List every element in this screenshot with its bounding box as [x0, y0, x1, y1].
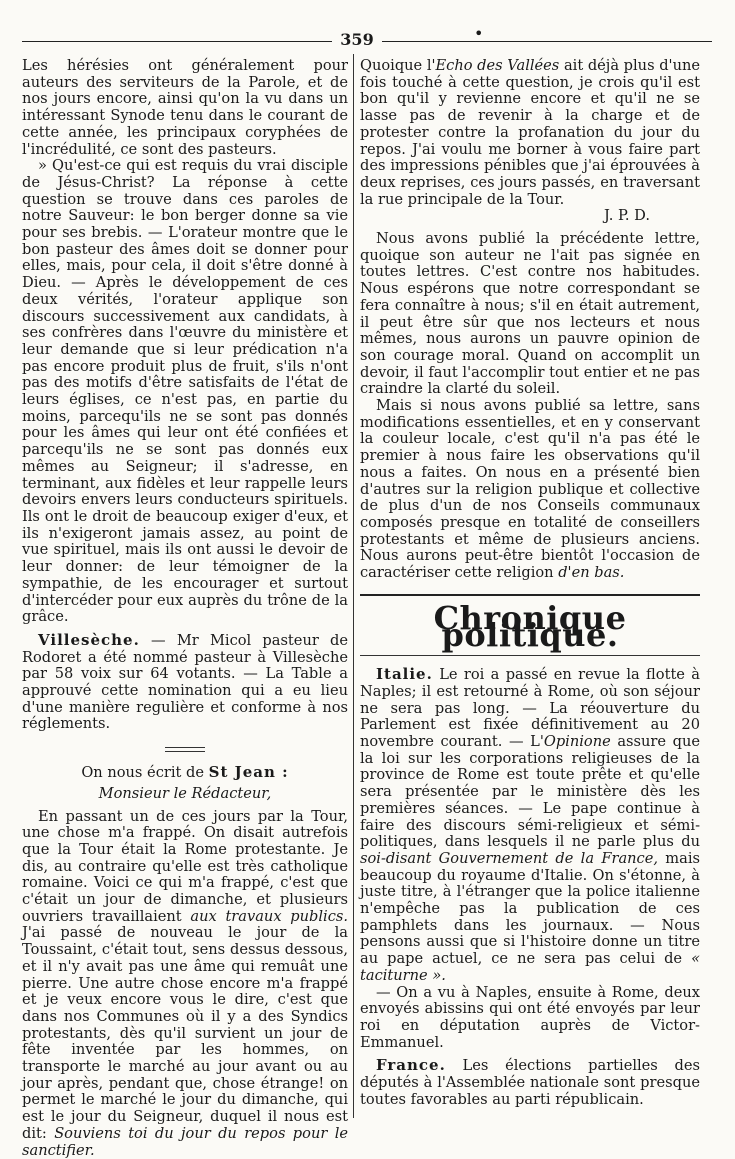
letter-body-a: En passant un de ces jours par la Tour, une chose m'a frappé. On disait autrefois que la Tour était la Rome protestante. Je dis, au contraire qu'elle est très catholique romaine. Voici ce qui m'a frappé, c'est que c'était un jour de dimanche, et plusieurs ouvriers travaillaient — [22, 807, 348, 925]
france-text: Les élections partielles des députés à l'Assemblée nationale sont presque toutes favorables au parti républicain. — [360, 1057, 700, 1108]
letter-cont-rest: ait déjà plus d'une fois touché à cette question, je crois qu'il est bon qu'il y revienne encore et qu'il ne se lasse pas de revenir à la charge et de protester contre la profanation du jour du repos. J'ai voulu me borner à vous faire part des impressions pénibles que j'ai éprouvées à deux reprises, ces jours passés, en traversant la rue principale de la Tour. — [360, 57, 701, 208]
place-italie: Italie. — [376, 665, 433, 684]
letter-intro-prefix: On nous écrit de — [81, 764, 204, 782]
italie-text-a: Le roi a passé en revue la flotte à Naples; il est retourné à Rome, où son séjour ne sera pas long. — La réouverture du Parlement est fixée définitivement au 20 novembre courant. — L' — [360, 666, 700, 751]
paragraph-villeseche — [22, 632, 348, 733]
paragraph-italie — [360, 666, 700, 984]
column-divider — [353, 54, 354, 1118]
italie-emphasis-opinione: Opinione — [543, 733, 611, 751]
letter-body-a-emphasis: aux travaux publics. — [190, 907, 348, 925]
header-mark: • — [474, 24, 484, 43]
villeseche-text: — Mr Micol pasteur de Rodoret a été nommé pasteur à Villesèche par 58 voix sur 64 votants. — La Table a approuvé cette nomination qui a eu lieu d'une manière regulière et conforme à nos réglements. — [22, 631, 348, 733]
editor-note-2 — [360, 398, 700, 582]
letter-continuation — [360, 58, 700, 208]
letter-cont-prefix: Quoique l' — [360, 57, 436, 74]
place-france: France. — [376, 1056, 446, 1075]
italie-text-b: assure que la loi sur les corporations religieuses de la province de Rome est toute prête et qu'elle sera présentée par le ministère dès les premières séances. — Le pape continue à faire des discours sémi-religieux et sémi-politiques, dans lesquels il ne parle plus du — [360, 733, 701, 851]
place-villeseche: Villesèche. — [38, 630, 140, 649]
letter-signature: J. P. D. — [604, 207, 650, 225]
letter-salutation: Monsieur le Rédacteur, — [98, 784, 272, 802]
paragraph-france — [360, 1057, 700, 1108]
letter-body — [22, 809, 348, 1159]
page-header — [22, 24, 712, 52]
header-rule-left — [22, 41, 332, 42]
editor-note: Nous avons publié la précédente lettre, quoique son auteur ne l'ait pas signée en toutes lettres. C'est contre nos habitudes. Nous espérons que notre correspondant se fera connaître à nous; s'il en était autrement, il peut être sûr que nos lecteurs et nous mêmes, nous aurons un pauvre opinion de son courage moral. Quand on accomplit un devoir, il faut l'accomplir tout entier et ne pas craindre la clarté du soleil. — [360, 230, 700, 398]
italie-emphasis-taciturne: « taciturne ». — [360, 950, 701, 984]
right-column — [360, 58, 700, 1108]
letter-cont-journal: Echo des Vallées — [435, 57, 560, 74]
place-st-jean: St Jean : — [208, 763, 289, 782]
section-rule — [360, 594, 700, 596]
italie-emphasis-gouvernement: soi-disant Gouvernement de la France, — [360, 849, 658, 867]
letter-body-b-emphasis: Souviens toi du jour du repos pour le sanctifier. — [22, 1124, 348, 1159]
letter-intro — [22, 764, 348, 782]
separator-rule — [165, 747, 205, 752]
letter-body-b: J'ai passé de nouveau le jour de la Toussaint, c'était tout, sens dessus dessous, et il n'y avait pas une âme qui remuât une pierre. Une autre chose encore m'a frappé et je veux encore vous le dire, c'est que dans nos Communes où il y a des Syndics protestants, dès qu'il survient un jour de fête inventée par les hommes, on transporte le marché au jour avant ou au jour après, pendant que, chose étrange! on permet le marché le jour du dimanche, qui est le jour du Seigneur, duquel il nous est dit: — [22, 924, 348, 1142]
editor-note-2-emphasis: d'en bas. — [558, 564, 625, 582]
italie-text-c: mais beaucoup du royaume d'Italie. On s'étonne, à juste titre, à l'étranger que la police italienne n'empêche pas la publication de ces pamphlets dans les journaux. — Nous pensons aussi que si l'histoire donne un titre au pape actuel, ce ne sera pas celui de — [360, 849, 700, 968]
paragraph-naples: — On a vu à Naples, ensuite à Rome, deux envoyés abissins qui ont été envoyés par leur roi en députation auprès de Victor-Emmanuel. — [360, 983, 700, 1051]
paragraph-sermon: » Qu'est-ce qui est requis du vrai disciple de Jésus-Christ? La réponse à cette question se trouve dans ces paroles de notre Sauveur: le bon berger donne sa vie pour ses brebis. — L'orateur montre que le bon pasteur des âmes doit se donner pour elles, mais, pour cela, il doit s'être donné à Dieu. — Après le développement de ces deux vérités, l'orateur applique son discours successivement aux candidats, à ses confrères dans l'œuvre du ministère et leur demande que si leur prédication n'a pas encore produit plus de fruit, s'ils n'ont pas des motifs d'être satisfaits de l'état de leurs églises, ce n'est pas, en partie du moins, parcequ'ils ne se sont pas donnés pour les âmes qui leur ont été confiées et parcequ'ils ne se sont pas donnés eux mêmes au Seigneur; il s'adresse, en terminant, aux fidèles et leur rappelle leurs devoirs envers leurs conducteurs spirituels. Ils ont le droit de beaucoup exiger d'eux, et ils n'exigeront jamais assez, au point de vue spirituel, mais ils ont aussi le devoir de leur donner: de leur témoigner de la sympathie, de les encourager et surtout d'intercéder pour eux auprès du trône de la grâce. — [22, 157, 348, 626]
paragraph-heresies: Les hérésies ont généralement pour auteurs des serviteurs de la Parole, et de nos jours encore, ainsi qu'on la vu dans un intéressant Synode tenu dans le courant de cette année, les principaux coryphées de l'incrédulité, ce sont des pasteurs. — [22, 57, 348, 158]
header-rule-right — [382, 41, 712, 42]
editor-note-2-text: Mais si nous avons publié sa lettre, sans modifications essentielles, et en y conservant la couleur locale, c'est qu'il n'a pas été le premier à nous faire les observations qu'il nous a faites. On nous en a présenté bien d'autres sur la religion publique et collective de plus d'un de nos Conseils communaux composés presque en totalité de conseillers protestants et même de plusieurs anciens. Nous aurons peut-être bientôt l'occasion de caractériser cette religion — [360, 397, 700, 582]
section-title-chronique: Chronique politique. — [433, 598, 627, 654]
left-column — [22, 58, 348, 1159]
page-number: 359 — [340, 30, 374, 49]
section-title-rule — [360, 655, 700, 656]
